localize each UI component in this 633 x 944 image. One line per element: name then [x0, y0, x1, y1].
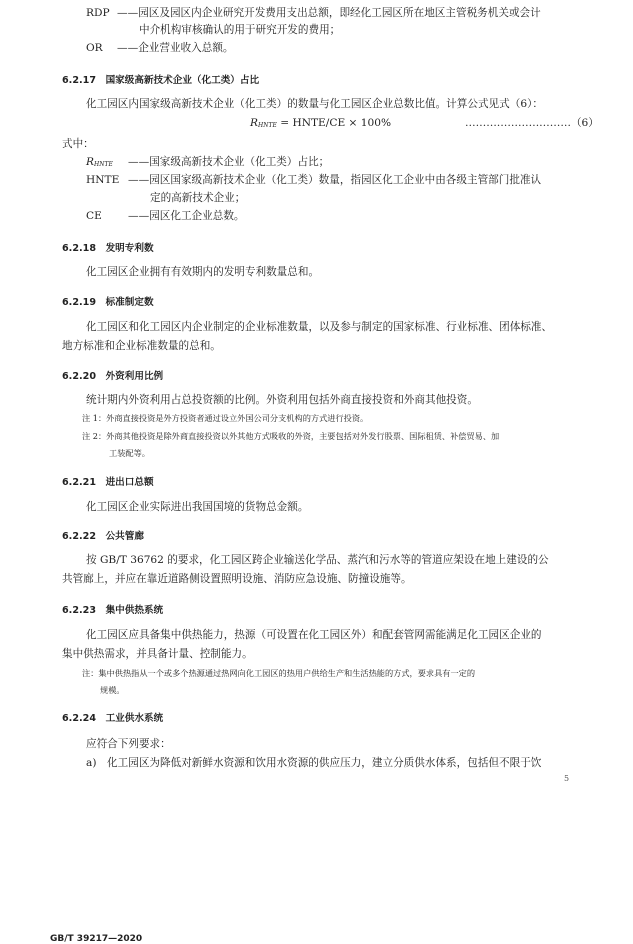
definition-or: ——企业营业收入总额。 [117, 42, 234, 54]
section-heading-6-2-17: 6.2.17 国家级高新技术企业（化工类）占比 [62, 75, 260, 86]
list-item-a: a) 化工园区为降低对新鲜水资源和饮用水资源的供应压力，建立分质供水体系，包括但不限于饮 [86, 757, 542, 769]
paragraph-6-2-21: 化工园区企业实际进出我国国境的货物总金额。 [86, 501, 309, 513]
symbol-ce: CE [86, 210, 102, 222]
definition-hnte: ——园区国家级高新技术企业（化工类）数量，指园区化工企业中由各级主管部门批准认 [128, 174, 542, 186]
document-footer: GB/T 39217—2020 [50, 934, 143, 944]
note: 注：集中供热指从一个或多个热源通过热网向化工园区的热用户供给生产和生活热能的方式，要求具有一定的 [82, 668, 476, 678]
section-heading-6-2-21: 6.2.21 进出口总额 [62, 477, 154, 488]
formula: RHNTE = HNTE/CE × 100% [250, 117, 392, 129]
page-number: 5 [564, 774, 570, 783]
paragraph-6-2-22: 按 GB/T 36762 的要求，化工园区跨企业输送化学品、蒸汽和污水等的管道应架设在地上建设的公 [86, 554, 549, 566]
paragraph-6-2-23: 化工园区应具备集中供热能力，热源（可设置在化工园区外）和配套管网需能满足化工园区企业的 [86, 629, 542, 641]
section-heading-6-2-22: 6.2.22 公共管廊 [62, 531, 144, 542]
section-heading-6-2-24: 6.2.24 工业供水系统 [62, 713, 164, 724]
paragraph-6-2-19: 化工园区和化工园区内企业制定的企业标准数量，以及参与制定的国家标准、行业标准、团体标准、 [86, 321, 553, 333]
note-2-cont: 工装配等。 [109, 448, 150, 458]
note-2: 注 2：外商其他投资是除外商直接投资以外其他方式吸收的外资，主要包括对外发行股票、国际租赁、补偿贸易、加 [82, 431, 500, 441]
paragraph-6-2-18: 化工园区企业拥有有效期内的发明专利数量总和。 [86, 266, 320, 278]
symbol-or: OR [86, 42, 103, 54]
paragraph-6-2-17: 化工园区内国家级高新技术企业（化工类）的数量与化工园区企业总数比值。计算公式见式（6）： [86, 98, 543, 110]
symbol-hnte: HNTE [86, 174, 120, 186]
paragraph-6-2-19-cont: 地方标准和企业标准数量的总和。 [62, 340, 221, 352]
definition-ce: ——园区化工企业总数。 [128, 210, 245, 222]
section-heading-6-2-23: 6.2.23 集中供热系统 [62, 605, 164, 616]
section-heading-6-2-18: 6.2.18 发明专利数 [62, 243, 154, 254]
paragraph-6-2-24: 应符合下列要求： [86, 738, 171, 750]
symbol-rdp: RDP [86, 7, 110, 19]
paragraph-6-2-23-cont: 集中供热需求，并具备计量、控制能力。 [62, 648, 253, 660]
definition-rdp: ——园区及园区内企业研究开发费用支出总额，即经化工园区所在地区主管税务机关或会计 [117, 7, 541, 19]
formula-number: …………………………（6） [465, 117, 599, 129]
definition-r-hnte: ——国家级高新技术企业（化工类）占比； [128, 156, 330, 168]
definition-hnte-cont: 定的高新技术企业； [150, 192, 246, 204]
note-1: 注 1：外商直接投资是外方投资者通过设立外国公司分支机构的方式进行投资。 [82, 413, 369, 423]
symbol-r-hnte: RHNTE [86, 156, 113, 168]
paragraph-6-2-20: 统计期内外资利用占总投资额的比例。外资利用包括外商直接投资和外商其他投资。 [86, 394, 478, 406]
definition-rdp-cont: 中介机构审核确认的用于研究开发的费用； [139, 24, 341, 36]
paragraph-6-2-22-cont: 共管廊上，并应在靠近道路侧设置照明设施、消防应急设施、防撞设施等。 [62, 573, 412, 585]
section-heading-6-2-20: 6.2.20 外资利用比例 [62, 371, 164, 382]
note-cont: 规模。 [100, 685, 125, 695]
where-label: 式中： [62, 138, 94, 150]
section-heading-6-2-19: 6.2.19 标准制定数 [62, 297, 154, 308]
